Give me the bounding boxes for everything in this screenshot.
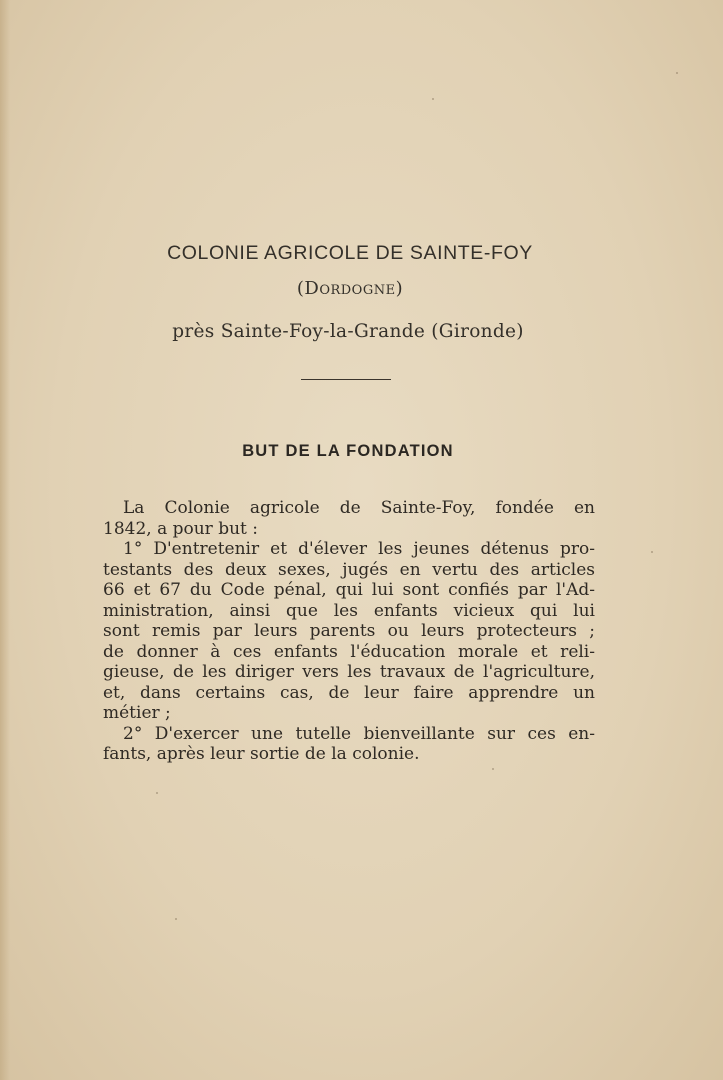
body-line: métier ; xyxy=(103,703,171,723)
body-line: 1° D'entretenir et d'élever les jeunes détenus pro- xyxy=(123,539,595,559)
body-line: gieuse, de les diriger vers les travaux de l'agriculture, xyxy=(103,662,595,682)
page-title: COLONIE AGRICOLE DE SAINTE-FOY xyxy=(167,242,533,264)
page-edge-shadow xyxy=(0,0,10,1080)
body-line: 1842, a pour but : xyxy=(103,518,259,539)
paper-speck xyxy=(432,98,434,100)
body-line: sont remis par leurs parents ou leurs protecteurs ; xyxy=(103,621,595,641)
body-line: La Colonie agricole de Sainte-Foy, fondée en xyxy=(123,498,595,518)
divider-rule xyxy=(301,379,391,380)
body-line: testants des deux sexes, jugés en vertu des articles xyxy=(103,559,595,580)
body-text xyxy=(103,498,595,765)
body-line: et, dans certains cas, de leur faire apprendre un xyxy=(103,682,595,703)
paper-speck xyxy=(156,792,158,794)
body-line: 2° D'exercer une tutelle bienveillante sur ces en- xyxy=(123,723,595,744)
paper-speck xyxy=(651,551,653,553)
body-line: ministration, ainsi que les enfants vicieux qui lui xyxy=(103,600,595,621)
body-line: de donner à ces enfants l'éducation morale et reli- xyxy=(103,641,595,662)
paper-speck xyxy=(175,918,177,920)
paper-speck xyxy=(492,768,494,770)
section-heading: BUT DE LA FONDATION xyxy=(242,442,454,460)
body-line: 66 et 67 du Code pénal, qui lui sont confiés par l'Ad- xyxy=(103,580,595,600)
body-line: fants, après leur sortie de la colonie. xyxy=(103,744,420,764)
paper-speck xyxy=(676,72,678,74)
location-line: près Sainte-Foy-la-Grande (Gironde) xyxy=(172,321,524,342)
page-subtitle: (Dordogne) xyxy=(296,278,404,299)
